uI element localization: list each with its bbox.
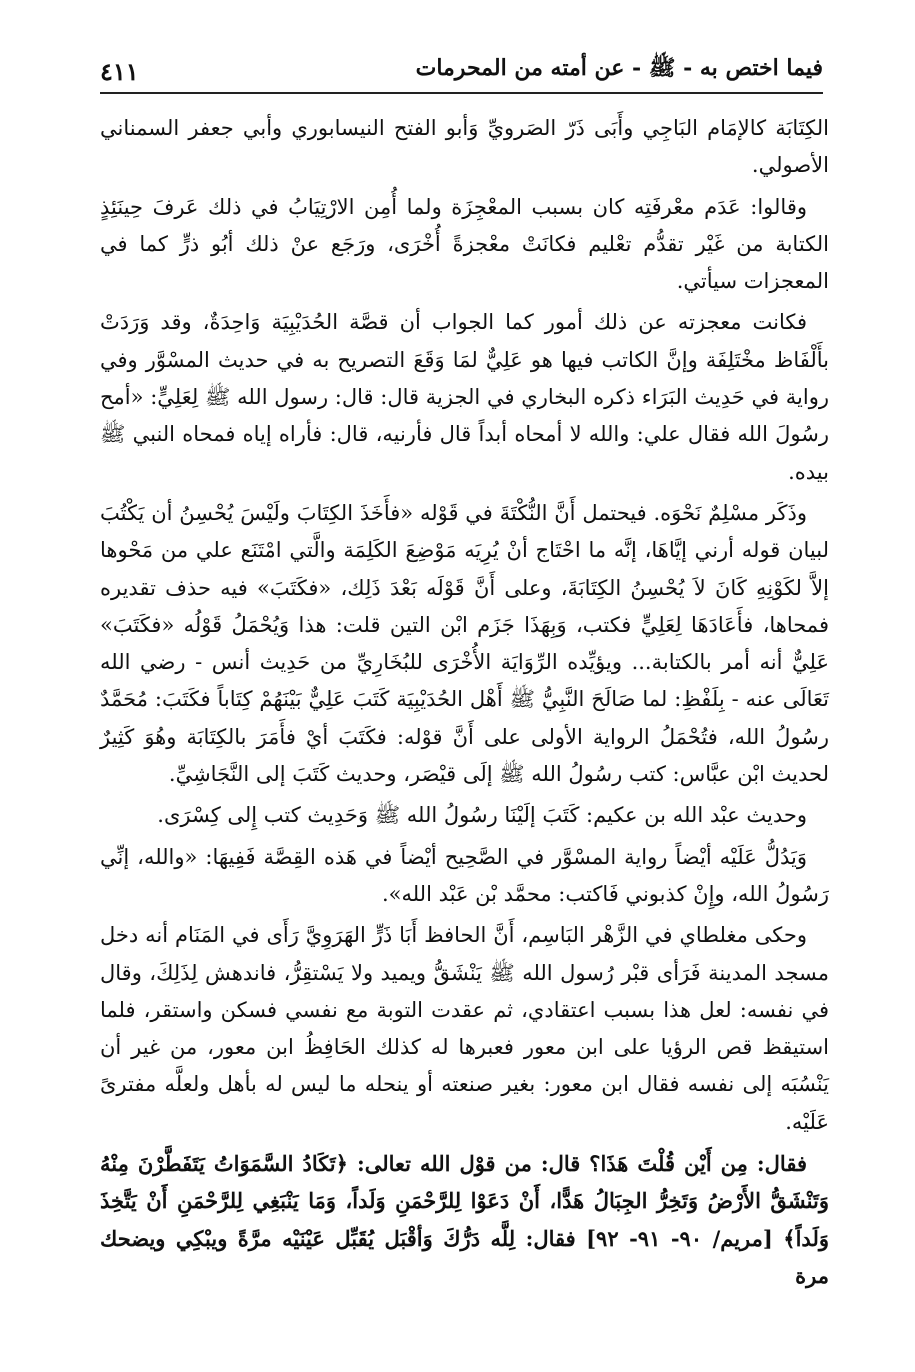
paragraph: وَيَدُلُّ عَلَيْه أيْضاً رواية المسْوَّر في الصَّحِيح أيْضاً في هَذه القِصَّة فَفِيهَا: «والله، إنِّي رَسُولُ الله، وإِنْ كذبوني فَاكتب: محمَّد بْن عَبْد الله». bbox=[100, 844, 829, 906]
running-title: فيما اختص به - ﷺ - عن أمته من المحرمات bbox=[415, 55, 823, 81]
page-body bbox=[100, 110, 829, 1298]
paragraph: وحديث عبْد الله بن عكيم: كَتَبَ إلَيْنَا رسُولُ الله ﷺ وَحَدِيث كتب إِلى كِسْرَى. bbox=[157, 803, 807, 828]
paragraph: وحكى مغلطاي في الزَّهْر البَاسِم، أَنَّ الحافظ أَبَا ذَرٍّ الهَرَوِيَّ رَأَى في المَنَام أنه دخل مسجد المدينة فَرَأى قبْر رُسول الله ﷺ يَنْشَقُّ ويميد ولا يَسْتقِرُّ، فاندهش لِذَلِكَ، وقال في نفسه: لعل هذا بسبب اعتقادي، ثم عقدت التوبة مع نفسي فسكن واستقر، فلما استيقظ قص الرؤيا على ابن معور فعبرها له كذلك الحَافِظُ ابن معور، من غير أن يَنْسُبَه إلى نفسه فقال ابن معور: بغير صنعته أو ينحله ما ليس له بأهل ولعلَّه مفترىً عَلَيْه. bbox=[100, 923, 829, 1134]
paragraph: وقالوا: عَدَم معْرفَتِه كان بسبب المعْجِزَة ولما أُمِن الارْتِيَابُ في ذلك عَرفَ حِينَئِذٍ الكتابة من غَيْر تقدُّم تعْليم فكانَتْ معْجزةً أُخْرَى، ورَجَع عنْ ذلك أبُو ذرٍّ كما في المعجزات سيأتي. bbox=[100, 194, 829, 294]
paragraph-quran-quote: فقال: مِن أَيْن قُلْتَ هَذَا؟ قال: من قوْل الله تعالى: ﴿تَكَادُ السَّمَوَاتُ يَتَفَطَّرْنَ مِنْهُ وَتَنْشَقُّ الأَرْضُ وَتَخِرُّ الجِبَالُ هَدًّا، أَنْ دَعَوْا لِلرَّحْمَنِ وَلَداً، وَمَا يَنْبَغِي لِلرَّحْمَنِ أَنْ يَتَّخِذَ وَلَداً﴾ [مريم/ ٩٠- ٩١- ٩٢] فقال: لِلَّه دَرُّكَ وَأقْبَل يُقَبِّل عَيْنَيْه مرَّةً ويبْكِي ويضحك مرة bbox=[100, 1151, 829, 1288]
paragraph: وذَكَر مسْلِمٌ نَحْوَه. فيحتمل أَنَّ النُّكْتَةَ في قَوْله «فأَخَذَ الكِتَابَ ولَيْسَ يُحْسِنُ أن يَكْتُبَ لبيان قوله أرني إيَّاهَا، إنَّه ما احْتَاج أنْ يُرِيَه مَوْضِعَ الكَلِمَة والَّتي امْتَنَع علي من مَحْوها إلاَّ لكَوْنِهِ كَانَ لاَ يُحْسِنُ الكِتَابَةَ، وعلى أَنَّ قَوْلَه بَعْدَ ذَلِك، «فكَتَبَ» فيه حذف تقديره فمحاها، فأَعَادَهَا لِعَلِيٍّ فكتب، وَبِهَذَا جَزَم ابْن التين قلت: هذا وَيُحْمَلُ قَوْلُه «فكَتَبَ» عَلِيٌّ أنه أمر بالكتابة... ويؤيِّده الرِّوَايَة الأُخْرَى للبُخَارِيِّ من حَدِيث أنس - رضي الله تَعَالَى عنه - بِلَفْظِ: لما صَالَحَ النَّبِيُّ ﷺ أَهْل الحُدَيْبِيَة كَتَبَ عَلِيٌّ بَيْنَهُمْ كِتَاباً فكَتَبَ: مُحَمَّدٌ رسُولُ الله، فتُحْمَلُ الرواية الأولى على أَنَّ قوْله: فكَتَبَ أيْ فأَمَرَ بالكِتَابَة وهُوَ كَثِيرٌ لحديث ابْن عبَّاس: كتب رسُولُ الله ﷺ إلَى قيْصَر، وحديث كَتَبَ إلى النَّجَاشِيِّ. bbox=[100, 500, 829, 787]
paragraph: فكانت معجزته عن ذلك أمور كما الجواب أن قصَّة الحُدَيْبِيَة وَاحِدَةٌ، وقد وَرَدَتْ بأَلْفَاظ مخْتَلِفَة وإنَّ الكاتب فيها هو عَلِيٌّ لمَا وَقَعَ التصريح به في حديث المسْوَّر وفي رواية في حَدِيث البَرَاء ذكره البخاري في الجزية قال: قال: رسول الله ﷺ لِعَلِيٍّ: «أمح رسُولَ الله فقال علي: والله لا أمحاه أبداً قال فأرنيه، قال: فأراه إياه فمحاه النبي ﷺ بيده. bbox=[100, 310, 829, 484]
page-header bbox=[100, 48, 823, 94]
paragraph: الكِتَابَة كالإمَام البَاجِي وأَبَى ذَرّ الصَرويِّ وَأبو الفتح النيسابوري وأبي جعفر السمناني الأصولي. bbox=[100, 116, 829, 178]
page-number: ٤١١ bbox=[100, 57, 139, 86]
